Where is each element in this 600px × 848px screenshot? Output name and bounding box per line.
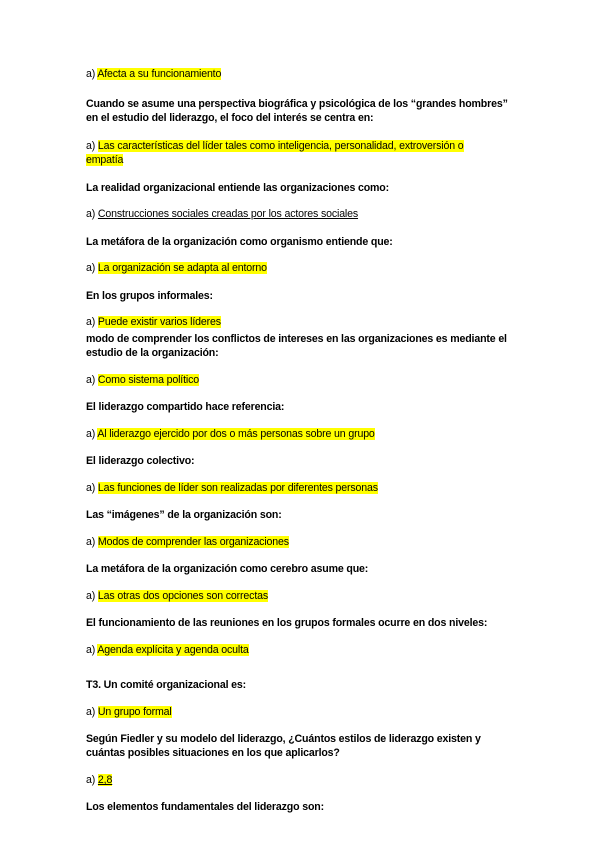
answer-line: a) Las características del líder tales como inteligencia, personalidad, extroversión o — [86, 140, 464, 152]
answer-line: empatía — [86, 154, 124, 166]
question-line: La metáfora de la organización como organismo entiende que: — [86, 236, 393, 248]
answer-line: a) Afecta a su funcionamiento — [86, 68, 222, 80]
answer-line: a) Un grupo formal — [86, 706, 172, 718]
answer-line: a) Agenda explícita y agenda oculta — [86, 644, 249, 656]
answer-line: a) 2,8 — [86, 774, 113, 786]
question-line: En los grupos informales: — [86, 290, 213, 302]
question-line: Cuando se asume una perspectiva biográfica y psicológica de los “grandes hombres” — [86, 98, 508, 110]
answer-line: a) Las funciones de líder son realizadas por diferentes personas — [86, 482, 378, 494]
answer-line: a) Como sistema político — [86, 374, 199, 386]
answer-line: a) Puede existir varios líderes — [86, 316, 221, 328]
question-line: en el estudio del liderazgo, el foco del interés se centra en: — [86, 112, 374, 124]
question-line: El liderazgo compartido hace referencia: — [86, 401, 285, 413]
question-line: Según Fiedler y su modelo del liderazgo, ¿Cuántos estilos de liderazgo existen y — [86, 733, 481, 745]
question-line: El funcionamiento de las reuniones en los grupos formales ocurre en dos niveles: — [86, 617, 488, 629]
question-line: Las “imágenes” de la organización son: — [86, 509, 282, 521]
question-line: La realidad organizacional entiende las organizaciones como: — [86, 182, 390, 194]
question-line: T3. Un comité organizacional es: — [86, 679, 247, 691]
question-line: El liderazgo colectivo: — [86, 455, 195, 467]
question-line: cuántas posibles situaciones en los que aplicarlos? — [86, 747, 340, 759]
question-line: modo de comprender los conflictos de intereses en las organizaciones es mediante el — [86, 333, 507, 345]
answer-line: a) Al liderazgo ejercido por dos o más personas sobre un grupo — [86, 428, 375, 440]
answer-line: a) Las otras dos opciones son correctas — [86, 590, 269, 602]
question-line: La metáfora de la organización como cerebro asume que: — [86, 563, 369, 575]
answer-line: a) Modos de comprender las organizaciones — [86, 536, 289, 548]
answer-line: a) Construcciones sociales creadas por los actores sociales — [86, 208, 359, 220]
question-line: estudio de la organización: — [86, 347, 219, 359]
question-line: Los elementos fundamentales del liderazgo son: — [86, 801, 324, 813]
answer-line: a) La organización se adapta al entorno — [86, 262, 267, 274]
